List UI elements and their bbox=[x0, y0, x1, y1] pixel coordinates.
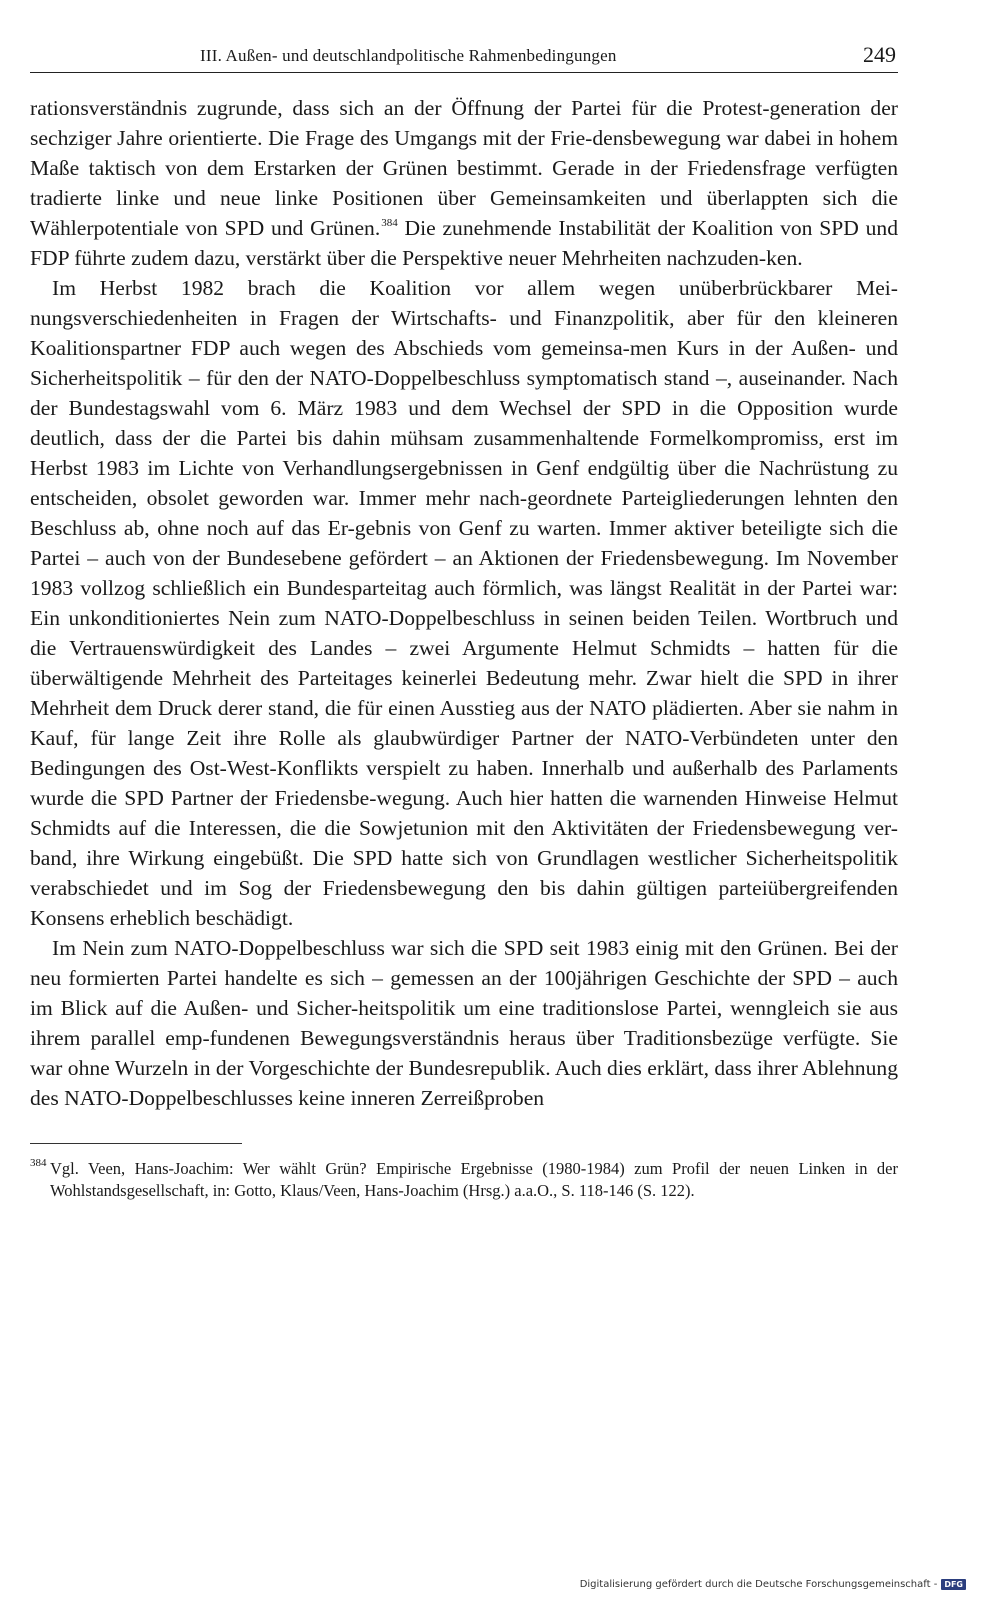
running-title: III. Außen- und deutschlandpolitische Rahmenbedingungen bbox=[200, 46, 617, 65]
paragraph-1-part-b: Die zunehmende Instabilität der Koalition von SPD und FDP führte zudem dazu, verstärkt über die Perspektive neuer Mehrheiten nachzuden-ken. bbox=[30, 216, 899, 270]
footnote-reference[interactable]: 384 bbox=[381, 217, 398, 229]
credit-text: Digitalisierung gefördert durch die Deutsche Forschungsgemeinschaft - bbox=[579, 1579, 938, 1590]
digitization-credit bbox=[580, 1579, 966, 1590]
page-number: 249 bbox=[863, 42, 896, 67]
paragraph-2: Im Herbst 1982 brach die Koalition vor allem wegen unüberbrückbarer Mei-nungsverschiedenheiten in Fragen der Wirtschafts- und Finanzpolitik, aber für den kleineren Koalitionspartner FDP auch wegen des Abschieds vom gemeinsa-men Kurs in der Außen- und Sicherheitspolitik – für den der NATO-Doppelbeschluss symptomatisch stand –, auseinander. Nach der Bundestagswahl vom 6. März 1983 und dem Wechsel der SPD in die Opposition wurde deutlich, dass der die Partei bis dahin mühsam zusammenhaltende Formelkompromiss, erst im Herbst 1983 im Lichte von Verhandlungsergebnissen in Genf endgültig über die Nachrüstung zu entscheiden, obsolet geworden war. Immer mehr nach-geordnete Parteigliederungen lehnten den Beschluss ab, ohne noch auf das Er-gebnis von Genf zu warten. Immer aktiver beteiligte sich die Partei – auch von der Bundesebene gefördert – an Aktionen der Friedensbewegung. Im November 1983 vollzog schließlich ein Bundesparteitag auch förmlich, was längst Realität in der Partei war: Ein unkonditioniertes Nein zum NATO-Doppelbeschluss in seinen beiden Teilen. Wortbruch und die Vertrauenswürdigkeit des Landes – zwei Argumente Helmut Schmidts – hatten für die überwältigende Mehrheit des Parteitages keinerlei Bedeutung mehr. Zwar hielt die SPD in ihrer Mehrheit dem Druck derer stand, die für einen Ausstieg aus der NATO plädierten. Aber sie nahm in Kauf, für lange Zeit ihre Rolle als glaubwürdiger Partner der NATO-Verbündeten unter den Bedingungen des Ost-West-Konflikts verspielt zu haben. Innerhalb und außerhalb des Parlaments wurde die SPD Partner der Friedensbe-wegung. Auch hier hatten die warnenden Hinweise Helmut Schmidts auf die Interessen, die die Sowjetunion mit den Aktivitäten der Friedensbewegung ver-band, ihre Wirkung eingebüßt. Die SPD hatte sich von Grundlagen westlicher Sicherheitspolitik verabschiedet und im Sog der Friedensbewegung den bis dahin gültigen parteiübergreifenden Konsens erheblich beschädigt. bbox=[30, 276, 898, 930]
dfg-logo-icon: DFG bbox=[941, 1579, 966, 1590]
running-head bbox=[30, 42, 898, 73]
footnote-text: Vgl. Veen, Hans-Joachim: Wer wählt Grün? Empirische Ergebnisse (1980-1984) zum Profil der neuen Linken in der Wohlstandsgesellschaft, in: Gotto, Klaus/Veen, Hans-Joachim (Hrsg.) a.a.O., S. 118-146 (S. 122). bbox=[50, 1159, 898, 1200]
paragraph-1-part-a: rationsverständnis zugrunde, dass sich an der Öffnung der Partei für die Protest-generation der sechziger Jahre orientierte. Die Frage des Umgangs mit der Frie-densbewegung war dabei in hohem Maße taktisch von dem Erstarken der Grünen bestimmt. Gerade in der Friedensfrage verfügten tradierte linke und neue linke Positionen über Gemeinsamkeiten und überlappten sich die Wählerpotentiale von SPD und Grünen. bbox=[30, 96, 898, 240]
footnote-number: 384 bbox=[30, 1157, 47, 1169]
book-page bbox=[30, 42, 898, 1202]
paragraph-3: Im Nein zum NATO-Doppelbeschluss war sich die SPD seit 1983 einig mit den Grünen. Bei der neu formierten Partei handelte es sich – gemessen an der 100jährigen Geschichte der SPD – auch im Blick auf die Außen- und Sicher-heitspolitik um eine traditionslose Partei, wenngleich sie aus ihrem parallel emp-fundenen Bewegungsverständnis heraus über Traditionsbezüge verfügte. Sie war ohne Wurzeln in der Vorgeschichte der Bundesrepublik. Auch dies erklärt, dass ihrer Ablehnung des NATO-Doppelbeschlusses keine inneren Zerreißproben bbox=[30, 936, 898, 1110]
footnote bbox=[30, 1158, 898, 1202]
paragraph-1 bbox=[30, 93, 898, 273]
footnote-divider bbox=[30, 1143, 242, 1144]
body-text bbox=[30, 93, 898, 1113]
